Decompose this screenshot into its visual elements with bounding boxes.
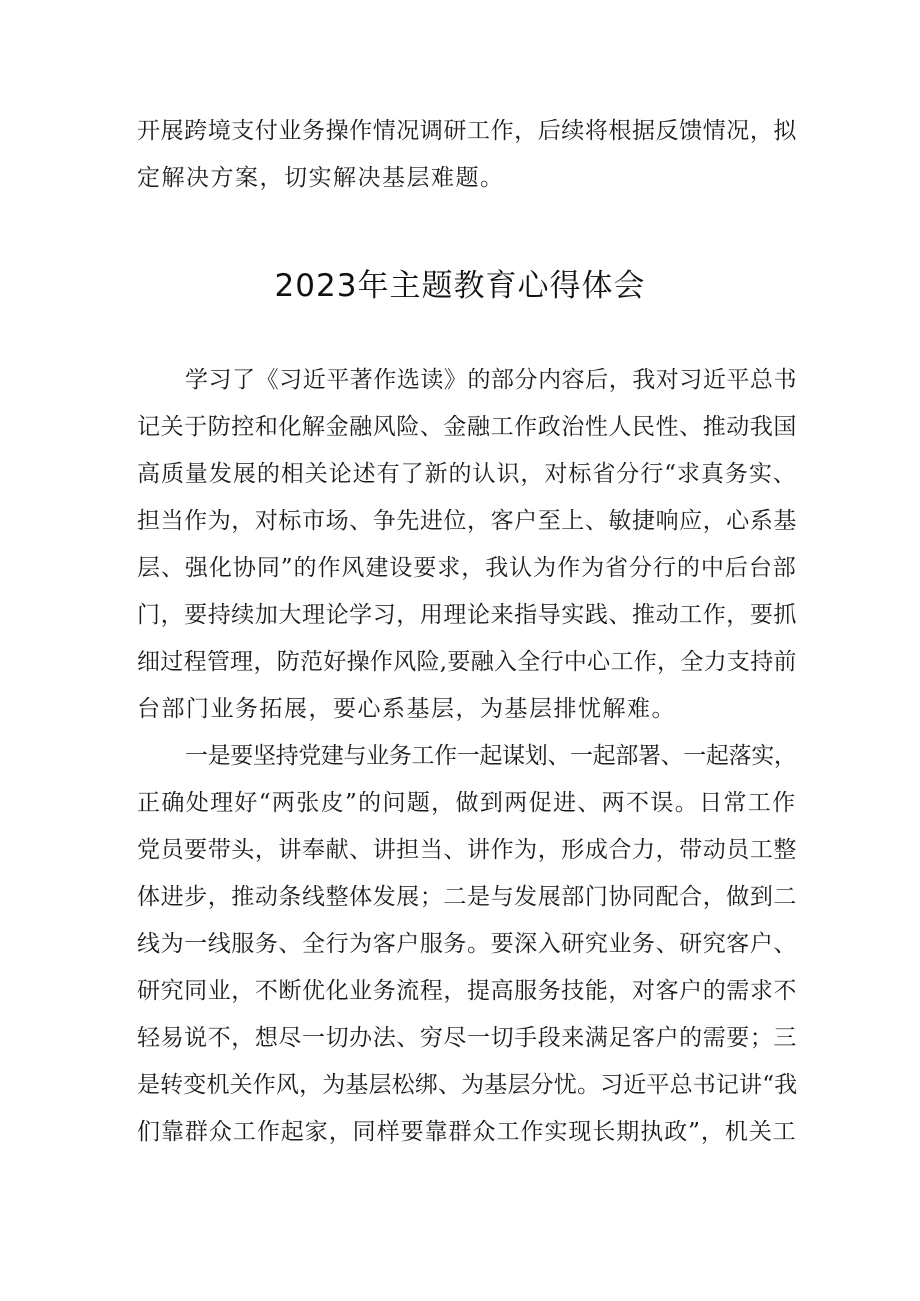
intro-line-1: 开展跨境支付业务操作情况调研工作，后续将根据反馈情况，拟: [137, 118, 797, 144]
paragraph-1-line-1: 学习了《习近平著作选读》的部分内容后，我对习近平总书: [185, 367, 797, 393]
paragraph-2-line-8: 是转变机关作风，为基层松绑、为基层分忧。习近平总书记讲“我: [137, 1072, 798, 1098]
paragraph-1-line-3: 高质量发展的相关论述有了新的认识，对标省分行“求真务实、: [137, 461, 797, 487]
document-title: 2023年主题教育心得体会: [274, 268, 646, 304]
paragraph-2-line-9: 们靠群众工作起家，同样要靠群众工作实现长期执政”，机关工: [137, 1119, 797, 1145]
paragraph-2-line-7: 轻易说不，想尽一切办法、穷尽一切手段来满足客户的需要；三: [137, 1025, 797, 1051]
paragraph-1-line-4: 担当作为，对标市场、争先进位，客户至上、敏捷响应，心系基: [137, 508, 797, 534]
paragraph-2-line-1: 一是要坚持党建与业务工作一起谋划、一起部署、一起落实，: [185, 743, 797, 769]
intro-line-2: 定解决方案，切实解决基层难题。: [137, 165, 505, 191]
paragraph-1-line-7: 细过程管理，防范好操作风险,要融入全行中心工作，全力支持前: [137, 649, 797, 675]
paragraph-2-line-2: 正确处理好“两张皮”的问题，做到两促进、两不误。日常工作: [137, 790, 797, 816]
paragraph-2-line-6: 研究同业，不断优化业务流程，提高服务技能，对客户的需求不: [137, 978, 797, 1004]
paragraph-2-line-4: 体进步，推动条线整体发展；二是与发展部门协同配合，做到二: [137, 884, 797, 910]
paragraph-1-line-2: 记关于防控和化解金融风险、金融工作政治性人民性、推动我国: [137, 414, 797, 440]
paragraph-1-line-6: 门，要持续加大理论学习，用理论来指导实践、推动工作，要抓: [137, 602, 797, 628]
paragraph-2-line-5: 线为一线服务、全行为客户服务。要深入研究业务、研究客户、: [137, 931, 797, 957]
paragraph-2-line-3: 党员要带头，讲奉献、讲担当、讲作为，形成合力，带动员工整: [137, 837, 797, 863]
paragraph-1-line-5: 层、强化协同”的作风建设要求，我认为作为省分行的中后台部: [137, 555, 797, 581]
paragraph-1-line-8: 台部门业务拓展，要心系基层，为基层排忧解难。: [137, 696, 676, 722]
